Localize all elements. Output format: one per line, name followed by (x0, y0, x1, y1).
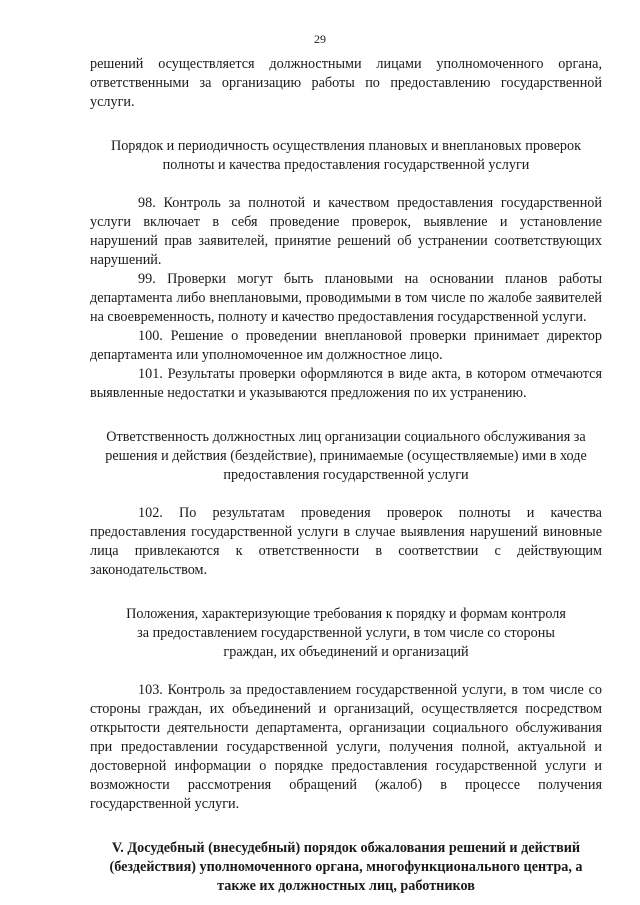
paragraph-101: 101. Результаты проверки оформляются в виде акта, в котором отмечаются выявленные недостатки и указываются предложения по их устранению. (90, 366, 602, 401)
paragraph-98: 98. Контроль за полнотой и качеством предоставления государственной услуги включает в себя проведение проверок, выявление и установление нарушений прав заявителей, принятие решений об устранении соответствующих нарушений. (90, 195, 602, 268)
chapter-heading-appeal: V. Досудебный (внесудебный) порядок обжалования решений и действий (бездействия) уполномоченного органа, многофункционального центра, а также их должностных лиц, работников (109, 840, 583, 894)
page-body (90, 55, 602, 896)
intro-paragraph: решений осуществляется должностными лицами уполномоченного органа, ответственными за организацию работы по предоставлению государственной услуги. (90, 56, 602, 110)
paragraph-103: 103. Контроль за предоставлением государственной услуги, в том числе со стороны граждан, их объединений и организаций, осуществляется посредством открытости деятельности департамента, организации социального обслуживания при предоставлении государственной услуги, получения полной, актуальной и достоверной информации о порядке предоставления государственной услуги и возможности рассмотрения обращений (жалоб) в процессе получения государственной услуги. (90, 682, 602, 812)
page-number: 29 (314, 32, 326, 46)
paragraph-99: 99. Проверки могут быть плановыми на основании планов работы департамента либо внеплановыми, проводимыми в том числе по жалобе заявителей на своевременность, полноту и качество предоставления государственной услуги. (90, 271, 602, 325)
paragraph-102: 102. По результатам проведения проверок полноты и качества предоставления государственной услуги в случае выявления нарушений виновные лица привлекаются к ответственности в соответствии с действующим законодательством. (90, 505, 602, 578)
paragraph-100: 100. Решение о проведении внеплановой проверки принимает директор департамента или уполномоченное им должностное лицо. (90, 328, 602, 363)
section-heading-control-forms: Положения, характеризующие требования к порядку и формам контроля за предоставлением государственной услуги, в том числе со стороны граждан, их объединений и организаций (126, 606, 566, 660)
section-heading-inspections: Порядок и периодичность осуществления плановых и внеплановых проверок полноты и качества предоставления государственной услуги (110, 138, 582, 173)
section-heading-responsibility: Ответственность должностных лиц организации социального обслуживания за решения и действия (бездействие), принимаемые (осуществляемые) ими в ходе предоставления государственной услуги (105, 429, 587, 483)
